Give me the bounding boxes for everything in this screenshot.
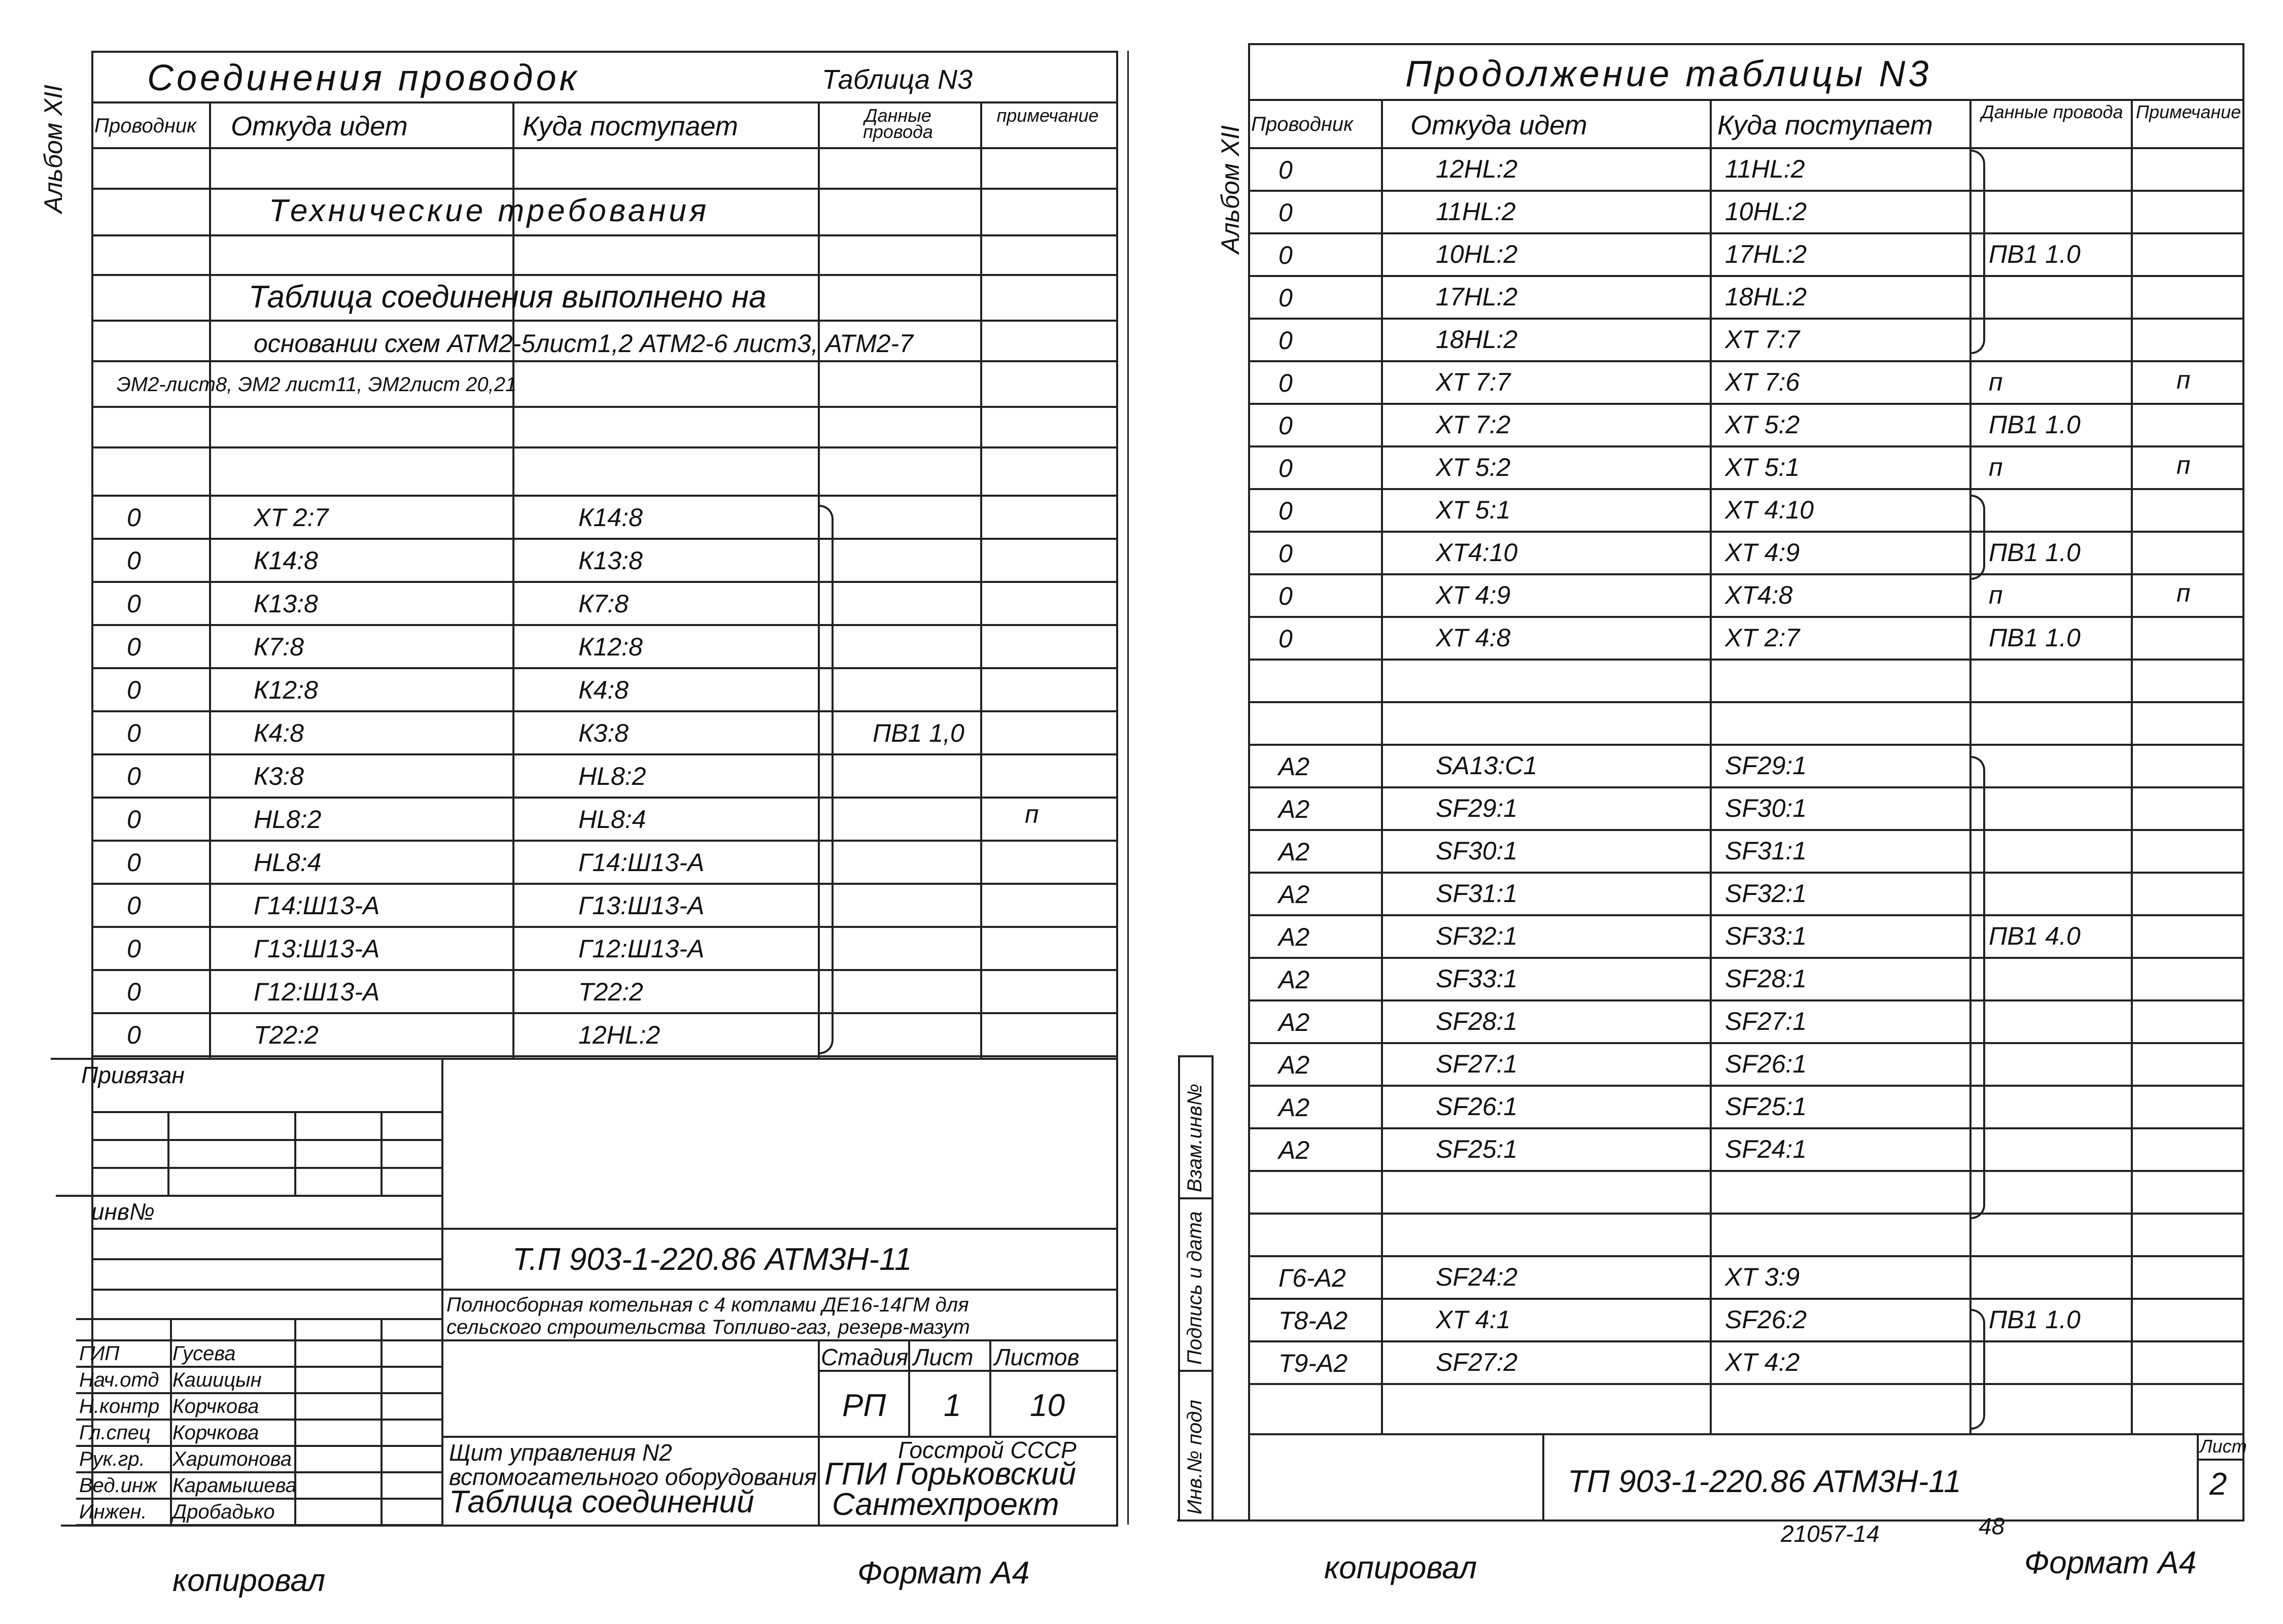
table-row [91, 883, 1116, 926]
row-line [76, 1392, 441, 1394]
sheets-header: Листов [994, 1344, 1080, 1370]
cell-wire: 0 [127, 590, 141, 618]
cell-from: ХТ4:10 [1436, 538, 1518, 567]
cell-wire: 0 [127, 503, 141, 532]
cell-note: п [2176, 366, 2191, 394]
cell-wire: 0 [1278, 411, 1293, 440]
row-line [76, 1366, 441, 1368]
cell-to: ХТ4:8 [1725, 581, 1793, 609]
album-label: Альбом XII [1216, 125, 1244, 254]
table-row [1248, 999, 2242, 1042]
cell-from: HL8:4 [254, 848, 322, 877]
cell-to: SF27:1 [1725, 1007, 1807, 1035]
cell-from: К4:8 [254, 719, 304, 747]
cell-to: SF30:1 [1725, 794, 1807, 822]
cell-to: SF32:1 [1725, 879, 1807, 908]
cell-wire: 0 [127, 719, 141, 747]
person-name: Гусева [172, 1342, 236, 1365]
cell-from: ХТ 5:2 [1436, 453, 1511, 481]
cell-wire: 0 [1278, 241, 1293, 269]
sheet-value: 2 [2209, 1467, 2227, 1502]
cell-wire: 0 [1278, 156, 1293, 184]
cell-wire: А2 [1278, 1008, 1310, 1036]
table-row [1248, 957, 2242, 999]
note-line-2: основании схем АТМ2-5лист1,2 АТМ2-6 лист3, АТМ2-7 [254, 329, 913, 358]
side-label-inv: Инв.№ подл [1184, 1400, 1206, 1514]
cell-to: SF25:1 [1725, 1092, 1807, 1121]
cell-to: ХТ 4:10 [1725, 496, 1814, 524]
table-row [1248, 701, 2242, 744]
cell-from: ХТ 4:1 [1436, 1305, 1511, 1334]
name-line-2: вспомогательного оборудования [449, 1464, 817, 1490]
sheets-value: 10 [1030, 1388, 1065, 1423]
person-role: Гл.спец [79, 1422, 151, 1444]
table-row [91, 624, 1116, 667]
org-line-1: Госстрой СССР [898, 1437, 1077, 1463]
cell-wire: А2 [1278, 880, 1310, 909]
cell-to: К12:8 [578, 633, 643, 661]
cell-data: ПВ1 1.0 [1989, 410, 2081, 439]
cell-from: SF29:1 [1436, 794, 1518, 822]
order-number: 21057-14 [1781, 1521, 1880, 1547]
cell-data: ПВ1 4.0 [1989, 922, 2081, 950]
sheet-header: Лист [2200, 1436, 2247, 1457]
table-row [1248, 616, 2242, 659]
cell-to: К4:8 [578, 676, 629, 704]
cell-from: 17HL:2 [1436, 283, 1518, 311]
table-row [1248, 147, 2242, 190]
cell-to: SF24:1 [1725, 1135, 1807, 1163]
cell-wire: А2 [1278, 965, 1310, 994]
cell-wire: Т9-А2 [1278, 1349, 1348, 1377]
sheet-header: Лист [913, 1344, 974, 1370]
cell-to: Г12:Ш13-А [578, 935, 705, 963]
cell-wire: 0 [127, 805, 141, 834]
cell-to: SF26:2 [1725, 1305, 1807, 1334]
cell-from: К12:8 [254, 676, 318, 704]
table-row [1248, 872, 2242, 914]
cell-wire: А2 [1278, 752, 1310, 781]
cell-data: ПВ1 1.0 [1989, 1305, 2081, 1334]
table-title: Соединения проводок [147, 58, 580, 98]
cell-to: HL8:4 [578, 805, 646, 834]
cell-to: 11HL:2 [1725, 155, 1805, 183]
cell-to: 12HL:2 [578, 1021, 661, 1049]
cell-to: HL8:2 [578, 762, 646, 790]
cell-to: К3:8 [578, 719, 629, 747]
format-label: Формат А4 [2024, 1545, 2197, 1580]
table-row [1248, 1042, 2242, 1085]
cell-wire: 0 [127, 1021, 141, 1049]
header-to: Куда поступает [523, 111, 738, 142]
cell-wire: 0 [127, 848, 141, 877]
desc-line-2: сельского строительства Топливо-газ, резерв-мазут [446, 1316, 970, 1338]
table-title: Продолжение таблицы N3 [1405, 54, 1932, 94]
cell-from: 11HL:2 [1436, 197, 1516, 226]
cell-wire: 0 [127, 676, 141, 704]
cell-from: SF31:1 [1436, 879, 1518, 908]
cell-from: ХТ 4:9 [1436, 581, 1511, 609]
row-line [76, 1471, 441, 1473]
cell-from: ХТ 7:7 [1436, 368, 1511, 396]
row-line [1248, 1383, 2242, 1385]
cell-to: SF28:1 [1725, 964, 1807, 993]
cell-from: 18HL:2 [1436, 325, 1518, 354]
row-line [76, 1524, 441, 1526]
cell-wire: А2 [1278, 1093, 1310, 1122]
cell-to: 10HL:2 [1725, 197, 1807, 226]
row-line [76, 1419, 441, 1421]
table-row [1248, 232, 2242, 275]
cell-wire: А2 [1278, 1051, 1310, 1079]
table-row [1248, 1213, 2242, 1255]
cell-from: Г12:Ш13-А [254, 978, 380, 1006]
row-line [76, 1498, 441, 1500]
table-row [1248, 190, 2242, 232]
person-role: ГИП [79, 1342, 120, 1365]
cell-to: ХТ 5:1 [1725, 453, 1800, 481]
row-line [91, 1055, 1116, 1057]
header-bottom-line [91, 147, 1116, 149]
cell-from: SF25:1 [1436, 1135, 1518, 1163]
person-role: Вед.инж [79, 1474, 157, 1497]
table-row [91, 753, 1116, 797]
cell-from: ХТ 2:7 [254, 503, 329, 532]
table-row [1248, 914, 2242, 957]
table-row [1248, 659, 2242, 701]
cell-wire: 0 [127, 546, 141, 575]
cell-from: SA13:С1 [1436, 751, 1538, 780]
org-line-2: ГПИ Горьковский [824, 1457, 1077, 1492]
cell-to: ХТ 2:7 [1725, 624, 1800, 652]
copied-label: копировал [1324, 1550, 1477, 1585]
cell-from: К13:8 [254, 590, 318, 618]
cell-to: 18HL:2 [1725, 283, 1807, 311]
table-row [1248, 573, 2242, 616]
table-row [91, 1012, 1116, 1055]
cell-wire: 0 [1278, 454, 1293, 482]
cell-to: 17HL:2 [1725, 240, 1807, 268]
person-name: Карамышева [172, 1474, 297, 1497]
header-to: Куда поступает [1717, 110, 1933, 141]
cell-to: ХТ 7:7 [1725, 325, 1800, 354]
cell-from: SF24:2 [1436, 1263, 1518, 1291]
group-brace [1971, 495, 1985, 580]
cell-data: ПВ1 1.0 [1989, 538, 2081, 567]
doc-code: Т.П 903-1-220.86 АТМ3Н-11 [512, 1242, 912, 1277]
table-row [91, 710, 1116, 753]
cell-to: ХТ 4:2 [1725, 1348, 1800, 1376]
table-row [1248, 318, 2242, 360]
cell-wire: 0 [1278, 326, 1293, 355]
cell-from: SF30:1 [1436, 837, 1518, 865]
sheet-value: 1 [944, 1388, 961, 1423]
privyazan-label: Привязан [81, 1062, 185, 1088]
cell-from: Т22:2 [254, 1021, 319, 1049]
name-line-1: Щит управления N2 [449, 1439, 672, 1466]
cell-wire: 0 [1278, 625, 1293, 653]
group-brace [1971, 1309, 1985, 1430]
table-row [1248, 531, 2242, 573]
person-role: Н.контр [79, 1395, 160, 1418]
table-row [1248, 1340, 2242, 1383]
group-brace [819, 505, 834, 1054]
cell-to: SF26:1 [1725, 1050, 1807, 1078]
table-row [91, 495, 1116, 538]
table-row [91, 667, 1116, 710]
group-brace [1971, 756, 1985, 1219]
cell-to: SF33:1 [1725, 922, 1807, 950]
cell-wire: А2 [1278, 795, 1310, 823]
person-name: Дробадько [172, 1501, 275, 1523]
cell-from: Г13:Ш13-А [254, 935, 380, 963]
cell-wire: Т8-А2 [1278, 1306, 1348, 1335]
cell-to: ХТ 5:2 [1725, 410, 1800, 439]
inv-label: инв№ [91, 1198, 155, 1225]
stage-value: РП [842, 1388, 886, 1423]
table-row [1248, 445, 2242, 488]
note-line-3: ЭМ2-лист8, ЭМ2 лист11, ЭМ2лист 20,21 [117, 373, 517, 396]
table-row [1248, 829, 2242, 872]
cell-data: ПВ1 1.0 [1989, 240, 2081, 268]
header-wire: Проводник [94, 115, 196, 137]
album-label: Альбом XII [39, 84, 67, 213]
table-row [1248, 275, 2242, 318]
org-line-3: Сантехпроект [832, 1487, 1059, 1522]
cell-wire: 0 [127, 633, 141, 661]
doc-code: ТП 903-1-220.86 АТМ3Н-11 [1568, 1464, 1961, 1499]
cell-from: К14:8 [254, 546, 318, 575]
cell-from: Г14:Ш13-А [254, 891, 380, 920]
person-role: Нач.отд [79, 1369, 159, 1391]
table-row [1248, 488, 2242, 531]
cell-to: Г14:Ш13-А [578, 848, 705, 877]
cell-wire: 0 [127, 762, 141, 790]
cell-from: SF32:1 [1436, 922, 1518, 950]
cell-to: ХТ 7:6 [1725, 368, 1800, 396]
table-row [1248, 1127, 2242, 1170]
format-label: Формат А4 [857, 1556, 1030, 1591]
cell-data: п [1989, 453, 2003, 481]
cell-data: п [1989, 368, 2003, 396]
cell-to: К13:8 [578, 546, 643, 575]
table-row [91, 840, 1116, 883]
cell-from: SF27:2 [1436, 1348, 1518, 1376]
cell-data: п [1989, 581, 2003, 609]
table-row [1248, 744, 2242, 786]
cell-wire: 0 [1278, 198, 1293, 227]
row-line [76, 1445, 441, 1447]
table-row [91, 969, 1116, 1012]
header-note: Примечание [2136, 101, 2241, 122]
cell-from: 12HL:2 [1436, 155, 1518, 183]
desc-line-1: Полносборная котельная с 4 котлами ДЕ16-14ГМ для [446, 1294, 969, 1316]
cell-from: SF26:1 [1436, 1092, 1518, 1121]
cell-from: HL8:2 [254, 805, 322, 834]
cell-from: К3:8 [254, 762, 304, 790]
group-brace [1971, 150, 1985, 354]
person-name: Кашицын [172, 1369, 262, 1391]
cell-wire: 0 [1278, 284, 1293, 312]
frame-line [91, 51, 1116, 53]
table-row [91, 797, 1116, 840]
cell-from: SF27:1 [1436, 1050, 1518, 1078]
person-name: Корчкова [172, 1395, 259, 1418]
table-row [1248, 403, 2242, 445]
frame-line [1116, 51, 1118, 1525]
name-line-3: Таблица соединений [449, 1484, 754, 1519]
side-label-podp: Подпись и дата [1184, 1211, 1206, 1365]
binder-line [1127, 51, 1129, 1525]
cell-from: SF33:1 [1436, 964, 1518, 993]
cell-wire: 0 [1278, 539, 1293, 568]
table-row [1248, 1298, 2242, 1340]
side-label-vzam: Взам.инв№ [1184, 1083, 1206, 1192]
person-role: Рук.гр. [79, 1448, 145, 1470]
table-row [1248, 1170, 2242, 1213]
cell-data: ПВ1 1.0 [1989, 624, 2081, 652]
cell-from: ХТ 5:1 [1436, 496, 1511, 524]
cell-to: ХТ 3:9 [1725, 1263, 1800, 1291]
header-note: примечание [996, 105, 1099, 126]
cell-to: ХТ 4:9 [1725, 538, 1800, 567]
person-name: Корчкова [172, 1422, 259, 1444]
cell-to: SF29:1 [1725, 751, 1807, 780]
table-row [91, 538, 1116, 581]
cell-wire: 0 [127, 891, 141, 920]
table-row [1248, 1255, 2242, 1298]
cell-from: К7:8 [254, 633, 304, 661]
cell-wire: А2 [1278, 923, 1310, 951]
tech-requirements: Технические требования [269, 193, 709, 228]
cell-note: п [1025, 800, 1039, 828]
person-role: Инжен. [79, 1501, 147, 1523]
cell-wire: 0 [1278, 369, 1293, 397]
order-page: 48 [1979, 1513, 2005, 1539]
header-data: Данные провода [863, 105, 933, 143]
cell-wire: 0 [1278, 497, 1293, 525]
cell-note: п [2176, 579, 2191, 607]
person-name: Харитонова [172, 1448, 292, 1470]
header-wire: Проводник [1251, 113, 1353, 135]
cell-from: 10HL:2 [1436, 240, 1518, 268]
cell-from: SF28:1 [1436, 1007, 1518, 1035]
table-row [91, 581, 1116, 624]
cell-wire: 0 [127, 978, 141, 1006]
cell-data: ПВ1 1,0 [873, 719, 964, 747]
header-data: Данные провода [1981, 101, 2123, 122]
cell-from: ХТ 4:8 [1436, 624, 1511, 652]
table-row [1248, 1085, 2242, 1127]
cell-note: п [2176, 451, 2191, 479]
table-row [91, 926, 1116, 969]
cell-to: Г13:Ш13-А [578, 891, 705, 920]
header-from: Откуда идет [1410, 110, 1587, 141]
cell-wire: А2 [1278, 838, 1310, 866]
table-row [1248, 786, 2242, 829]
note-line-1: Таблица соединения выполнено на [249, 280, 767, 315]
header-top-line [91, 101, 1116, 103]
stage-header: Стадия [821, 1344, 909, 1370]
cell-wire: 0 [1278, 582, 1293, 610]
table-number: Таблица N3 [822, 64, 973, 95]
cell-to: К14:8 [578, 503, 643, 532]
table-row [1248, 360, 2242, 403]
cell-wire: 0 [127, 935, 141, 963]
header-from: Откуда идет [231, 111, 408, 142]
copied-label: копировал [172, 1563, 326, 1598]
cell-to: К7:8 [578, 590, 629, 618]
cell-to: SF31:1 [1725, 837, 1807, 865]
cell-wire: А2 [1278, 1136, 1310, 1164]
cell-to: Т22:2 [578, 978, 643, 1006]
cell-from: ХТ 7:2 [1436, 410, 1511, 439]
cell-wire: Г6-А2 [1278, 1264, 1346, 1292]
